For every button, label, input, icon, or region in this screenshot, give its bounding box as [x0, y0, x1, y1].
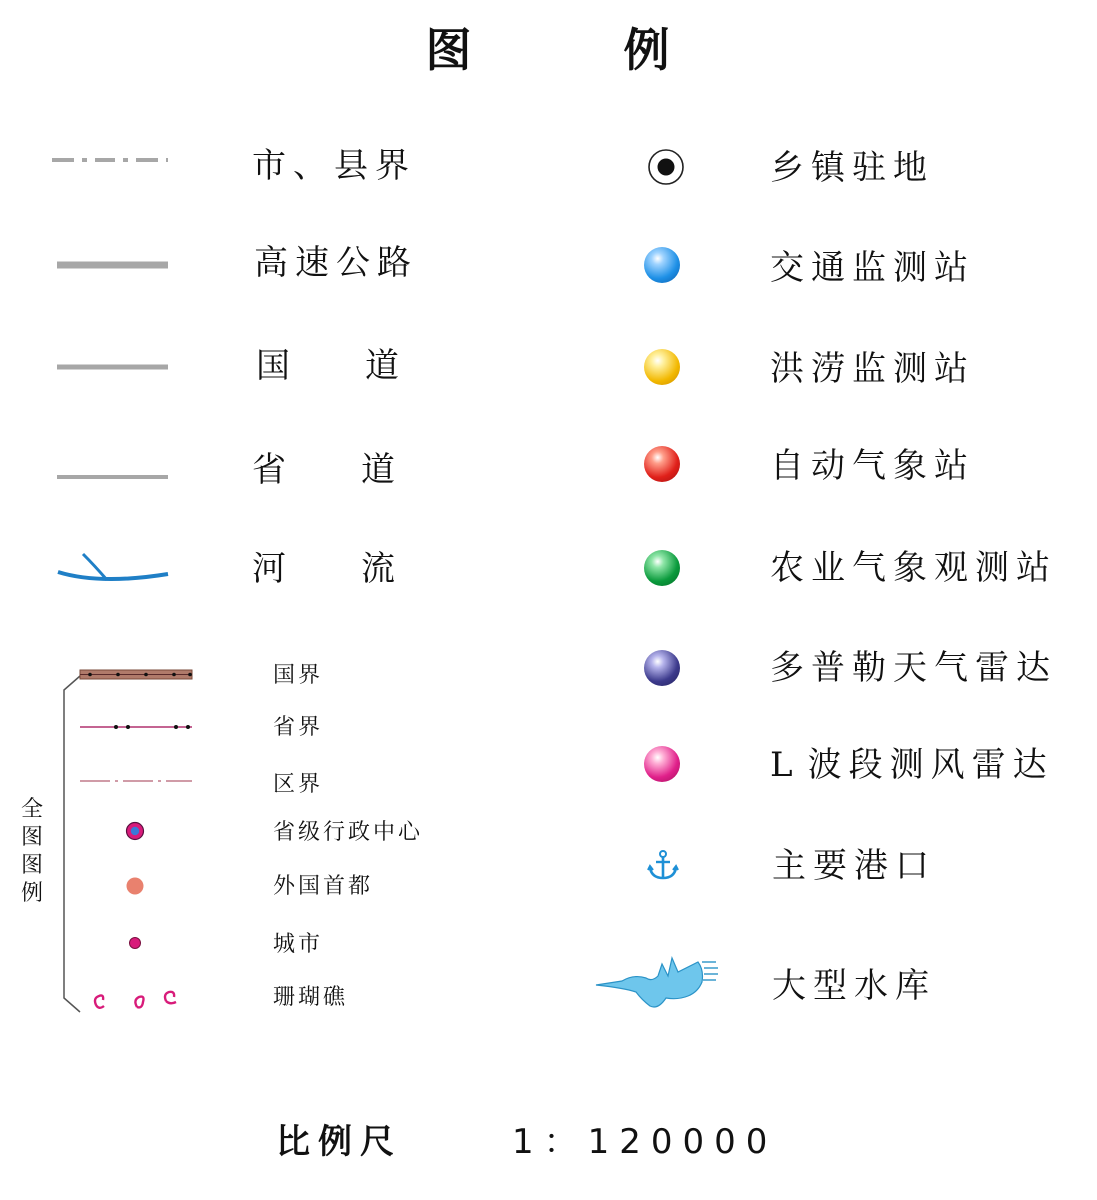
overview-label-provincial-capital: 省级行政中心	[273, 820, 424, 845]
overview-group-label: 全图图例	[20, 797, 43, 906]
legend-label-city-county-boundary: 市、县界	[252, 146, 416, 186]
legend-label-l-band-radar	[770, 745, 1054, 785]
provincial-road-symbol	[55, 467, 170, 487]
national-road-char-1: 国	[256, 346, 297, 386]
legend-label-flood-station: 洪涝监测站	[770, 349, 975, 389]
legend-label-agri-weather-station: 农业气象观测站	[770, 548, 1057, 588]
overview-label-city: 城市	[273, 932, 324, 957]
provincial-border-symbol	[78, 720, 194, 734]
legend-label-doppler-radar: 多普勒天气雷达	[770, 648, 1057, 688]
provincial-road-char-2: 道	[361, 450, 402, 490]
national-road-char-2: 道	[365, 346, 406, 386]
city-county-boundary-symbol	[50, 150, 170, 170]
scale-label: 比例尺	[276, 1122, 402, 1162]
national-road-symbol	[55, 357, 170, 377]
title-char-2: 例	[623, 23, 672, 77]
overview-label-district-border: 区界	[273, 772, 324, 797]
legend-label-river	[252, 549, 402, 589]
overview-label-foreign-capital: 外国首都	[273, 874, 374, 899]
overview-label-provincial-border: 省界	[273, 715, 324, 740]
legend-label-major-port: 主要港口	[772, 846, 936, 886]
legend-label-township-seat: 乡镇驻地	[770, 148, 934, 188]
l-band-prefix: L	[770, 745, 800, 785]
legend-label-national-road	[256, 346, 406, 386]
overview-label-national-border: 国界	[273, 663, 324, 688]
national-border-symbol	[78, 667, 194, 683]
legend-label-traffic-station: 交通监测站	[770, 248, 975, 288]
overview-label-coral-reef: 珊瑚礁	[273, 985, 349, 1010]
reservoir-icon	[594, 948, 724, 1014]
legend-label-weather-station: 自动气象站	[770, 446, 975, 486]
river-char-2: 流	[361, 549, 402, 589]
provincial-road-char-1: 省	[252, 450, 293, 490]
expressway-symbol	[55, 255, 170, 275]
yellow-dot-icon	[644, 349, 680, 385]
township-seat-icon	[646, 147, 686, 187]
coral-reef-symbol	[90, 985, 190, 1015]
purple-dot-icon	[644, 650, 680, 686]
legend-title	[0, 14, 1097, 80]
city-symbol	[126, 934, 144, 952]
legend-label-large-reservoir: 大型水库	[772, 966, 936, 1006]
provincial-capital-symbol	[124, 820, 146, 842]
l-band-label: 波段测风雷达	[807, 745, 1054, 785]
river-symbol	[55, 552, 175, 587]
green-dot-icon	[644, 550, 680, 586]
legend-label-expressway: 高速公路	[254, 243, 418, 283]
magenta-dot-icon	[644, 746, 680, 782]
anchor-icon	[646, 849, 680, 881]
blue-dot-icon	[644, 247, 680, 283]
district-border-symbol	[78, 775, 194, 787]
legend-label-provincial-road	[252, 450, 402, 490]
scale-value: 1：120000	[512, 1122, 778, 1162]
title-char-1: 图	[425, 23, 474, 77]
foreign-capital-symbol	[124, 875, 146, 897]
red-dot-icon	[644, 446, 680, 482]
river-char-1: 河	[252, 549, 293, 589]
